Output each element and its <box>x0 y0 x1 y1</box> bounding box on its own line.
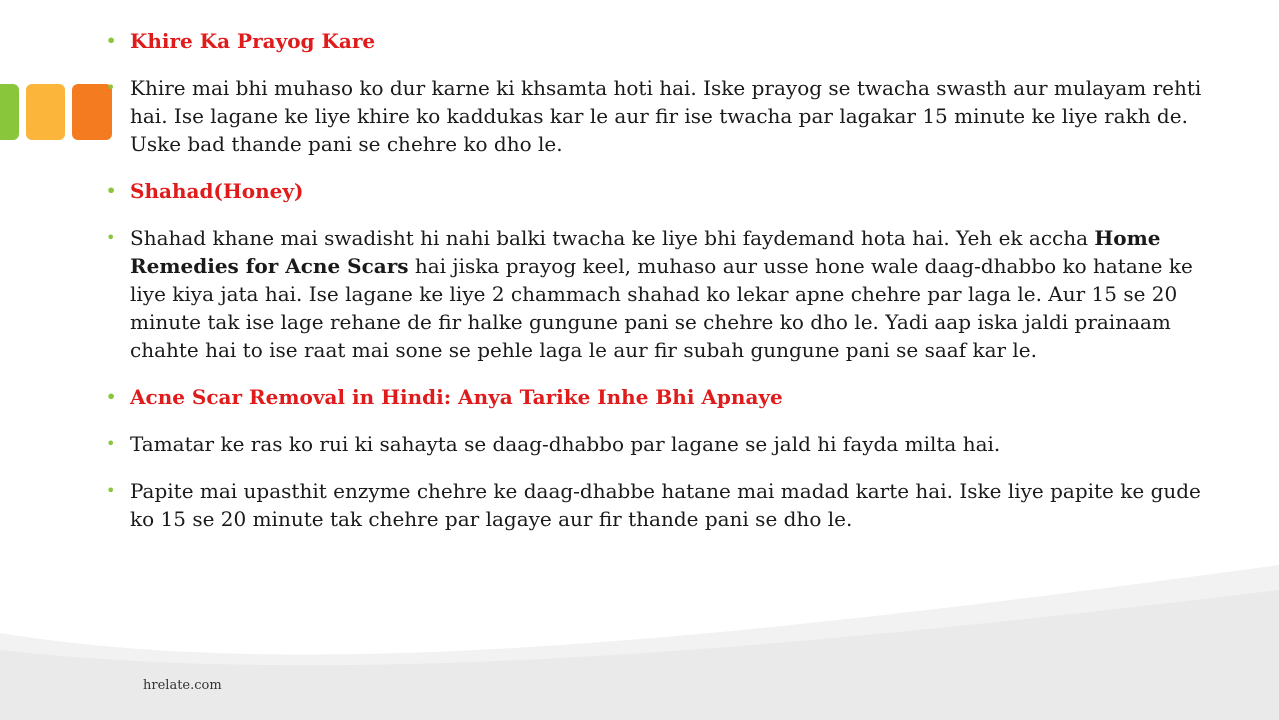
bottom-wave-band <box>0 565 1279 720</box>
bullet-text-after: hai jiska prayog keel, muhaso aur usse hone wale daag-dhabbo ko hatane ke liye kiya jata hai. Ise lagane ke liye 2 chammach shahad ko lekar apne chehre par laga le. Aur 15 se 20 minute tak ise lage rehane de fir halke gungune pani se chehre ko dho le. Yadi aap iska jaldi prainaam chahte hai to ise raat mai sone se pehle laga le aur fir subah gungune pani se saaf kar le. <box>130 254 1193 362</box>
bullet-heading-anya-tarike <box>104 383 1214 411</box>
bullet-text: Khire Ka Prayog Kare <box>130 29 376 53</box>
bullet-text: Khire mai bhi muhaso ko dur karne ki khsamta hoti hai. Iske prayog se twacha swasth aur mulayam rehti hai. Ise lagane ke liye khire ko kaddukas kar le aur fir ise twacha par lagakar 15 minute ke liye rakh de. Uske bad thande pani se chehre ko dho le. <box>130 76 1202 156</box>
bullet-text-bold: Home Remedies for Acne Scars <box>130 226 1161 278</box>
decor-block-green <box>0 84 19 140</box>
bullet-text: Shahad(Honey) <box>130 179 304 203</box>
bullet-body-shahad <box>104 224 1214 364</box>
bullet-text: Papite mai upasthit enzyme chehre ke daag-dhabbe hatane mai madad karte hai. Iske liye papite ke gude ko 15 se 20 minute tak chehre par lagaye aur fir thande pani se dho le. <box>130 479 1201 531</box>
bullet-body-khire <box>104 74 1214 158</box>
bullet-body-tamatar <box>104 430 1214 458</box>
bullet-text-before: Shahad khane mai swadisht hi nahi balki twacha ke liye bhi faydemand hota hai. Yeh ek accha <box>130 226 1095 250</box>
bullet-body-papite <box>104 477 1214 533</box>
footer-source: hrelate.com <box>143 678 222 693</box>
bullet-heading-shahad <box>104 177 1214 205</box>
bullet-list <box>104 27 1214 552</box>
bullet-text: Tamatar ke ras ko rui ki sahayta se daag-dhabbo par lagane se jald hi fayda milta hai. <box>130 432 1001 456</box>
decor-block-yellow <box>26 84 65 140</box>
bullet-text: Acne Scar Removal in Hindi: Anya Tarike Inhe Bhi Apnaye <box>130 385 783 409</box>
bullet-heading-khire <box>104 27 1214 55</box>
